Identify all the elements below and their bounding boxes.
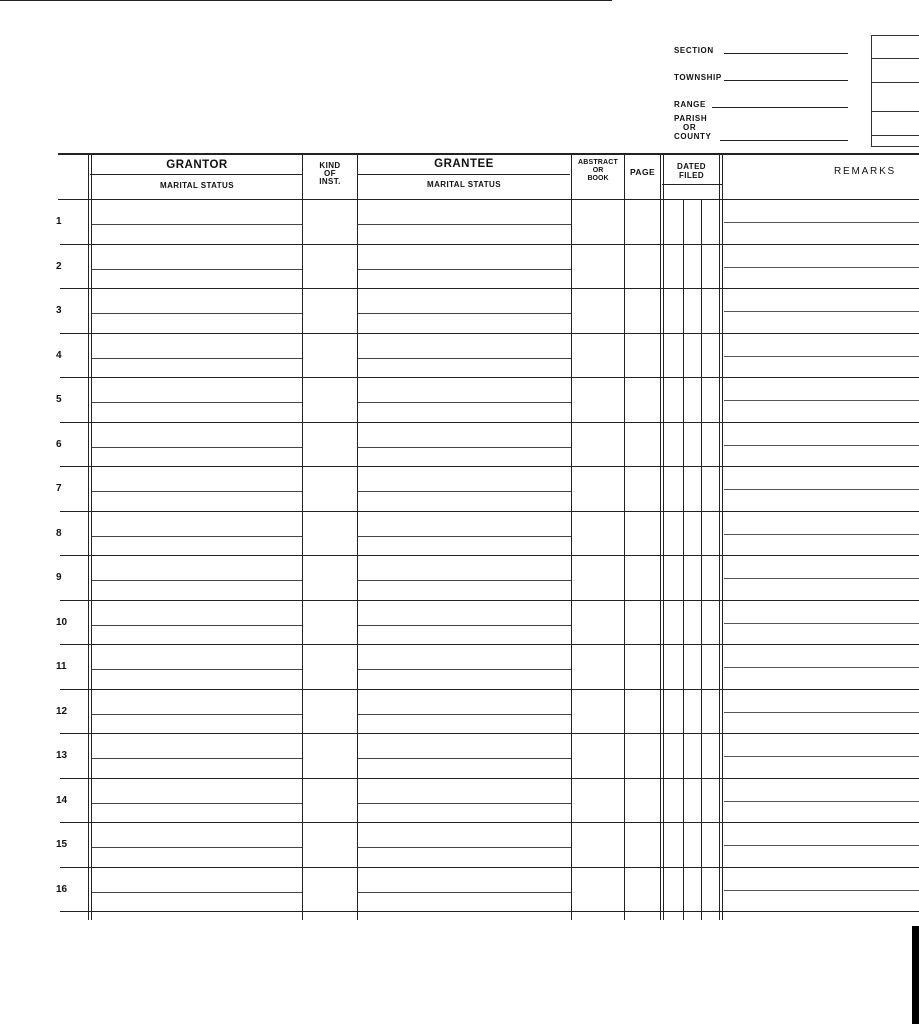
table-row[interactable] — [92, 245, 919, 288]
row-number: 7 — [56, 483, 62, 494]
row-number: 9 — [56, 572, 62, 583]
row-number: 5 — [56, 394, 62, 405]
grantee-sub-rule — [358, 174, 570, 175]
grantor-header: GRANTOR — [166, 159, 228, 171]
row-number: 16 — [56, 883, 68, 895]
table-row[interactable] — [92, 556, 919, 599]
side-box-rule — [871, 82, 919, 83]
section-field[interactable] — [724, 53, 848, 54]
parish-label-3: COUNTY — [674, 132, 712, 141]
table-row[interactable] — [92, 868, 919, 911]
remarks-header: REMARKS — [833, 166, 897, 177]
dated-header-2: FILED — [678, 171, 705, 180]
side-box — [871, 35, 919, 147]
abstract-header-2: OR — [592, 167, 604, 174]
top-edge-line — [0, 0, 612, 1]
table-row[interactable] — [92, 200, 919, 243]
dated-sub-rule — [662, 184, 722, 185]
row-number: 15 — [56, 839, 68, 850]
row-number: 3 — [56, 305, 62, 316]
edge-mark — [912, 926, 919, 1024]
row-number: 8 — [56, 527, 62, 539]
row-number: 13 — [56, 750, 68, 761]
table-row[interactable] — [92, 601, 919, 644]
row-rule — [60, 911, 919, 912]
grantee-marital-header: MARITAL STATUS — [427, 180, 501, 189]
table-row[interactable] — [92, 334, 919, 377]
side-box-rule — [871, 58, 919, 59]
range-label: RANGE — [674, 100, 706, 109]
parish-county-field[interactable] — [720, 140, 848, 141]
section-label: SECTION — [674, 46, 714, 55]
side-box-rule — [871, 135, 919, 136]
range-field[interactable] — [712, 107, 848, 108]
table-top-rule — [58, 153, 919, 155]
table-row[interactable] — [92, 645, 919, 688]
abstract-header-1: ABSTRACT — [577, 159, 619, 166]
table-row[interactable] — [92, 734, 919, 777]
row-number: 12 — [56, 705, 68, 717]
table-row[interactable] — [92, 512, 919, 555]
table-row[interactable] — [92, 779, 919, 822]
table-row[interactable] — [92, 823, 919, 866]
table-row[interactable] — [92, 289, 919, 332]
table-row[interactable] — [92, 423, 919, 466]
dated-header-1: DATED — [677, 162, 706, 171]
kind-header-1: KIND — [319, 161, 341, 170]
parish-label-2: OR — [683, 123, 697, 132]
table-row[interactable] — [92, 690, 919, 733]
row-number: 6 — [56, 438, 62, 450]
kind-header-2: OF — [324, 169, 336, 178]
page-header: PAGE — [629, 167, 656, 177]
row-number: 2 — [56, 260, 62, 272]
col-line-number — [88, 155, 89, 920]
grantor-sub-rule — [90, 174, 302, 175]
township-field[interactable] — [724, 80, 848, 81]
abstract-header-3: BOOK — [587, 175, 609, 182]
table-row[interactable] — [92, 378, 919, 421]
row-number: 14 — [56, 794, 68, 806]
row-number: 1 — [56, 216, 62, 227]
row-number: 11 — [56, 661, 67, 672]
grantee-header: GRANTEE — [434, 158, 494, 170]
parish-label-1: PARISH — [674, 114, 708, 123]
township-label: TOWNSHIP — [674, 73, 722, 82]
table-row[interactable] — [92, 467, 919, 510]
row-number: 4 — [56, 349, 62, 361]
kind-header-3: INST. — [319, 177, 341, 186]
row-number: 10 — [56, 616, 68, 628]
side-box-rule — [871, 111, 919, 112]
grantor-marital-header: MARITAL STATUS — [160, 181, 234, 190]
